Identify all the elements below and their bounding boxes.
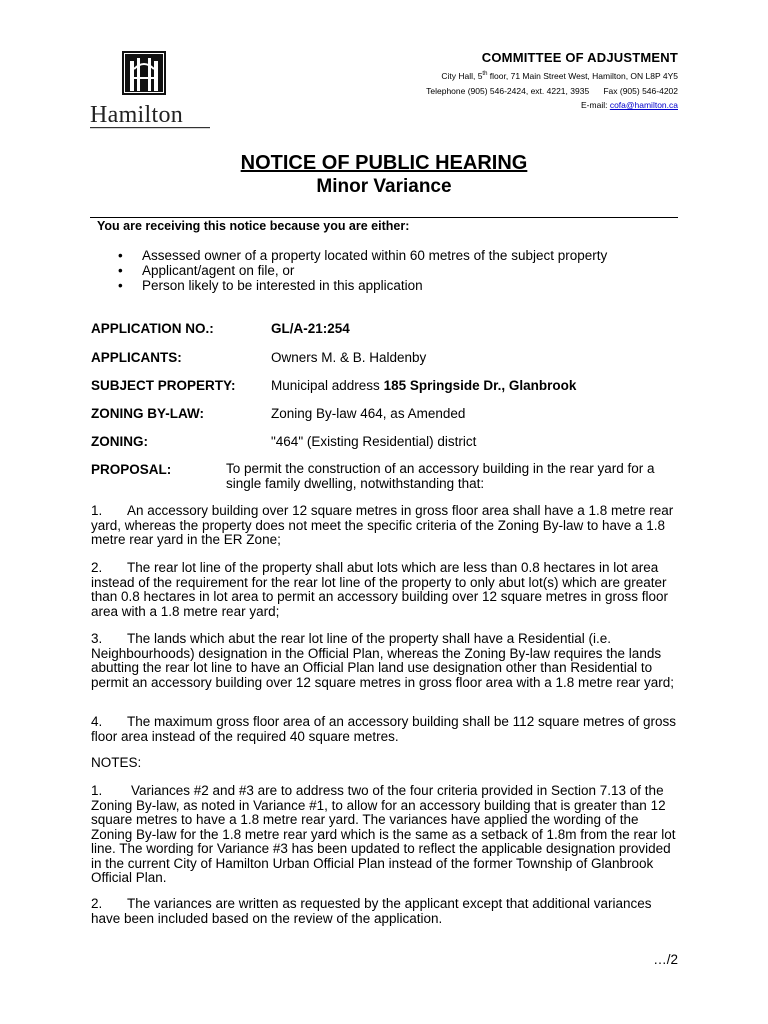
- bullet-icon: •: [118, 263, 123, 278]
- page-title: NOTICE OF PUBLIC HEARING: [240, 152, 528, 174]
- variance-item: 4. The maximum gross floor area of an accessory building shall be 112 square metres of gross floor area instead of the required 40 square metres.: [91, 714, 677, 744]
- note-item: 1. Variances #2 and #3 are to address two of the four criteria provided in Section 7.13 of the Zoning By-law, as noted in Variance #1, to allow for an accessory building that is greater than 12 square metres to have a 1.8 metre rear yard. The variances have applied the wording of the Zoning By-law for the 1.8 metre rear yard which is the same as a setback of 1.8m from the rear lot line. The wording for Variance #3 has been updated to reflect the applicable designation provided in the current City of Hamilton Urban Official Plan instead of the former Township of Glanbrook Official Plan.: [91, 783, 676, 885]
- zoning-value: "464" (Existing Residential) district: [271, 434, 477, 449]
- email-line: E-mail: cofa@hamilton.ca: [581, 100, 678, 110]
- variance-item: 1. An accessory building over 12 square metres in gross floor area shall have a 1.8 metre rear yard, whereas the property does not meet the specific criteria of the Zoning By-law to have a 1.8 metre rear yard in the ER Zone;: [91, 503, 674, 547]
- notes-heading: NOTES:: [91, 755, 142, 770]
- logo-wordmark: Hamilton: [90, 102, 184, 128]
- address-line: City Hall, 5th floor, 71 Main Street West, Hamilton, ON L8P 4Y5: [441, 71, 678, 81]
- zoning-bylaw-label: ZONING BY-LAW:: [91, 406, 204, 421]
- reason-heading: You are receiving this notice because you are either:: [97, 219, 410, 233]
- page-continuation-marker: …/2: [653, 952, 678, 967]
- variance-item: 2. The rear lot line of the property shall abut lots which are less than 0.8 hectares in lot area instead of the requirement for the rear lot line of the property to only abut lot(s) which are greater than 0.8 hectares in lot area to permit an accessory building over 12 square metres in gross floor area with a 1.8 metre rear yard;: [91, 560, 669, 619]
- committee-heading: COMMITTEE OF ADJUSTMENT: [481, 50, 678, 65]
- reason-item: • Applicant/agent on file, or: [118, 263, 295, 278]
- bullet-icon: •: [118, 278, 123, 293]
- application-label: APPLICATION NO.:: [91, 321, 214, 336]
- divider: [90, 217, 678, 218]
- application-value: GL/A-21:254: [271, 321, 350, 336]
- applicants-value: Owners M. & B. Haldenby: [271, 350, 427, 365]
- zoning-label: ZONING:: [91, 434, 148, 449]
- proposal-label: PROPOSAL:: [91, 462, 172, 477]
- proposal-text: To permit the construction of an accessory building in the rear yard for a single family dwelling, notwithstanding that:: [226, 461, 655, 491]
- subject-property-label: SUBJECT PROPERTY:: [91, 378, 236, 393]
- telephone-line: Telephone (905) 546-2424, ext. 4221, 3935 Fax (905) 546-4202: [426, 86, 678, 96]
- variance-item: 3. The lands which abut the rear lot line of the property shall have a Residential (i.e. Neighbourhoods) designation in the Official Plan, whereas the Zoning By-law requires the lands abutting the rear lot line to have an Official Plan land use designation other than Residential to permit an accessory building over 12 square metres in gross floor area with a 1.8 metre rear yard;: [91, 631, 675, 690]
- note-item: 2. The variances are written as requested by the applicant except that additional variances have been included based on the review of the application.: [91, 896, 652, 926]
- subject-property-value: Municipal address 185 Springside Dr., Glanbrook: [271, 378, 577, 393]
- bullet-icon: •: [118, 248, 123, 263]
- email-link[interactable]: cofa@hamilton.ca: [609, 100, 678, 110]
- zoning-bylaw-value: Zoning By-law 464, as Amended: [271, 406, 466, 421]
- reason-item: • Person likely to be interested in this application: [118, 278, 423, 293]
- applicants-label: APPLICANTS:: [91, 350, 182, 365]
- reason-item: • Assessed owner of a property located within 60 metres of the subject property: [118, 248, 608, 263]
- page-subtitle: Minor Variance: [316, 176, 452, 197]
